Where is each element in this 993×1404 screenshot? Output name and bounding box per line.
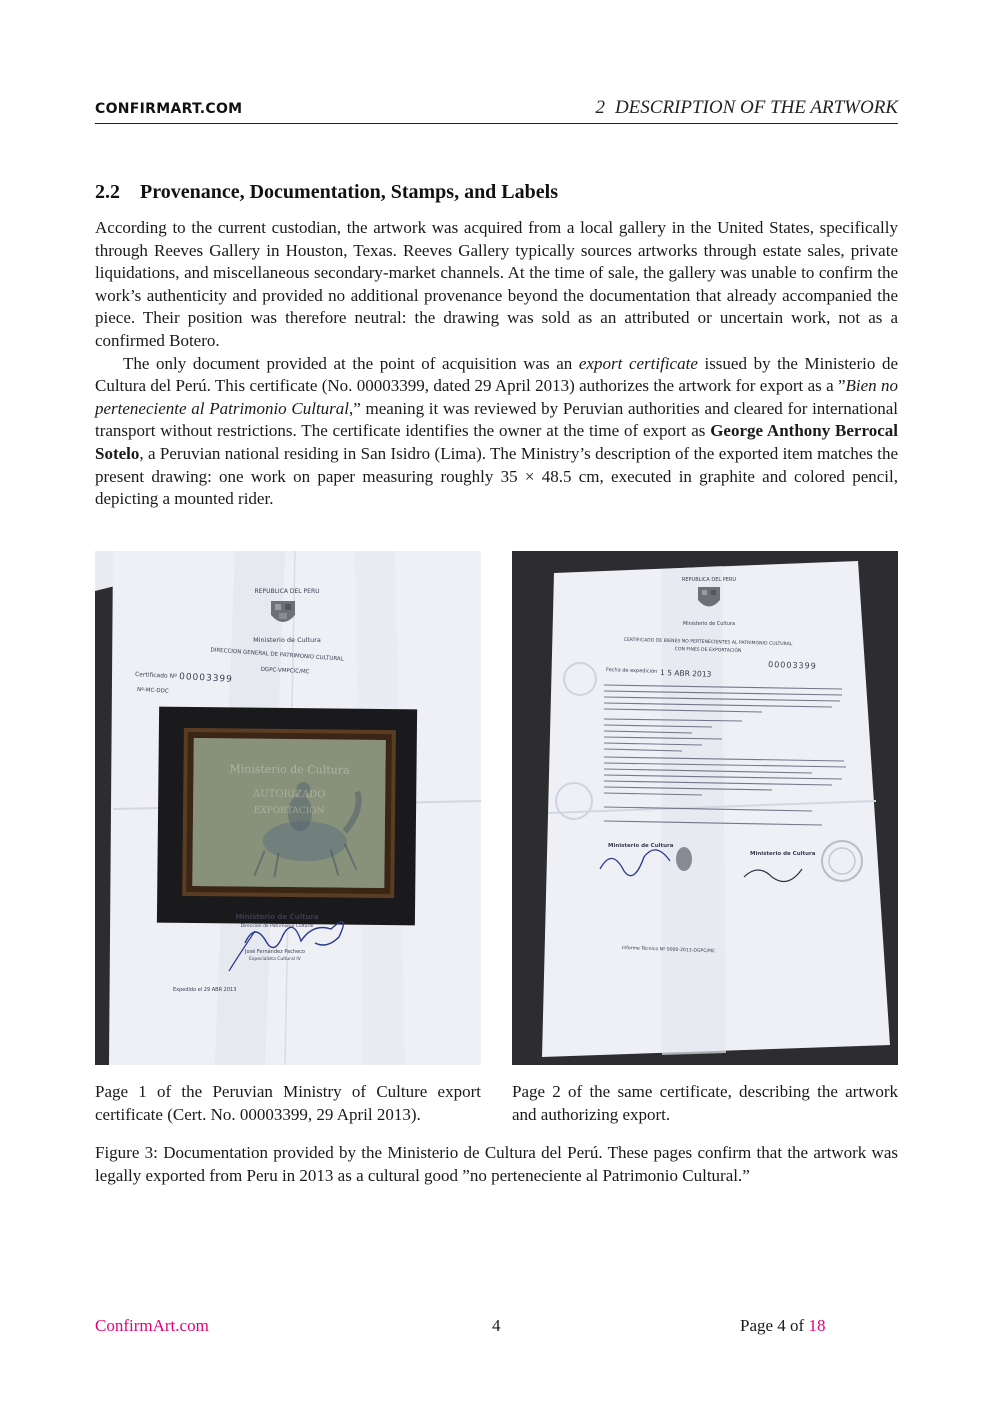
certificate-page-2-photo	[512, 551, 898, 1065]
page-header	[95, 97, 898, 124]
cert2-date-label: Fecha de expedición	[605, 667, 658, 675]
cert2-ministry: Ministerio de Cultura	[682, 621, 736, 627]
cert2-stamp-right: Ministerio de Cultura	[750, 851, 816, 857]
page-footer	[95, 1316, 898, 1340]
cert1-stamp-sub: Dirección de Patrimonio Cultural	[240, 924, 314, 929]
cert1-ministry: Ministerio de Cultura	[253, 636, 321, 644]
cert1-cert-number: 00003399	[178, 672, 234, 685]
cert2-date-value: 1 5 ABR 2013	[659, 668, 712, 679]
cert1-sign-role: Especialista Cultural IV	[249, 957, 301, 962]
paragraph-2-text-b: issued by the Ministerio de Cultura del Perú. This certificate (No. 00003399, dated 29 April 2013) authorizes the artwork for export as a ”	[95, 353, 899, 396]
cert2-title-2: CON FINES DE EXPORTACIÓN	[674, 647, 742, 654]
certificate-page-1-photo	[95, 551, 481, 1065]
section-title: Provenance, Documentation, Stamps, and Labels	[140, 181, 558, 203]
paragraph-2	[95, 353, 898, 511]
footer-page-number: 4	[492, 1316, 501, 1335]
running-head	[595, 97, 898, 119]
owner-name: George Anthony Berrocal Sotelo	[95, 421, 898, 463]
cert1-issued: Expedido el 29 ABR 2013	[173, 987, 237, 993]
export-certificate-emphasis: export certificate	[578, 353, 698, 373]
cert1-stamp-ministry: Ministerio de Cultura	[235, 913, 319, 921]
caption-page-1: Page 1 of the Peruvian Ministry of Culture export certificate (Cert. No. 00003399, 29 April 2013).	[95, 1082, 481, 1124]
svg-text:EXPORTACION: EXPORTACION	[253, 805, 325, 817]
footer-page-total[interactable]: 18	[808, 1316, 826, 1335]
cert2-title-1: CERTIFICADO DE BIENES NO PERTENECIENTES AL PATRIMONIO CULTURAL	[623, 637, 793, 648]
body-text	[95, 217, 898, 511]
paragraph-2-text-c: ,” meaning it was reviewed by Peruvian authorities and cleared for international transport without restrictions. The certificate identifies the owner at the time of export as	[95, 398, 898, 441]
paragraph-1: According to the current custodian, the artwork was acquired from a local gallery in the United States, specifically through Reeves Gallery in Houston, Texas. Reeves Gallery typically sources artworks through estate sales, private liquidations, and miscellaneous secondary-market channels. At the time of sale, the gallery was unable to confirm the work’s authenticity and provided no additional provenance beyond the documentation that already accompanied the piece. Their position was therefore neutral: the drawing was sold as an attributed or uncertain work, not as a confirmed Botero.	[95, 218, 898, 350]
cert1-cert-label: Certificado Nº	[134, 671, 178, 681]
cert2-footer-note: Informe Técnico Nº 0000-2013-DGPC/MC	[621, 946, 716, 955]
bien-no-perteneciente-emphasis: Bien no perteneciente al Patrimonio Cultural	[95, 376, 899, 418]
svg-text:Ministerio de Cultura: Ministerio de Cultura	[229, 762, 350, 777]
footer-page-count	[740, 1316, 825, 1336]
running-head-title: DESCRIPTION OF THE ARTWORK	[614, 97, 898, 118]
cert1-sign-name: José Fernández Pacheco	[245, 949, 305, 955]
cert1-direction: DIRECCION GENERAL DE PATRIMONIO CULTURAL	[210, 647, 344, 663]
cert1-ref: Nº-MC-DDC	[136, 687, 169, 695]
footer-site-link[interactable]: ConfirmArt.com	[95, 1316, 209, 1335]
running-head-number: 2	[595, 97, 605, 118]
section-heading	[95, 181, 558, 204]
cert1-office: DGPC-VMPCIC/MC	[260, 666, 310, 676]
paragraph-2-text-d: , a Peruvian national residing in San Isidro (Lima). The Ministry’s description of the exported item matches the present drawing: one work on paper measuring roughly 35 × 48.5 cm, executed in graphite and colored pencil, depicting a mounted rider.	[95, 443, 898, 509]
caption-page-2: Page 2 of the same certificate, describing the artwork and authorizing export.	[512, 1082, 898, 1124]
cert2-republic: REPUBLICA DEL PERU	[681, 577, 737, 583]
cert1-republic: REPUBLICA DEL PERU	[254, 588, 320, 595]
svg-text:AUTORIZADO: AUTORIZADO	[252, 788, 326, 801]
cert2-stamp-left: Ministerio de Cultura	[608, 843, 674, 849]
footer-page-prefix: Page 4 of	[740, 1316, 809, 1335]
confirmart-logo: CONFIRMART.COM	[95, 101, 243, 117]
figure-caption: Figure 3: Documentation provided by the Ministerio de Cultura del Perú. These pages confirm that the artwork was legally exported from Peru in 2013 as a cultural good ”no perteneciente al Patrimonio Cultural.”	[95, 1143, 898, 1185]
section-number: 2.2	[95, 181, 120, 203]
cert2-cert-number: 00003399	[767, 660, 817, 671]
paragraph-2-text-a: The only document provided at the point of acquisition was an	[123, 353, 579, 373]
